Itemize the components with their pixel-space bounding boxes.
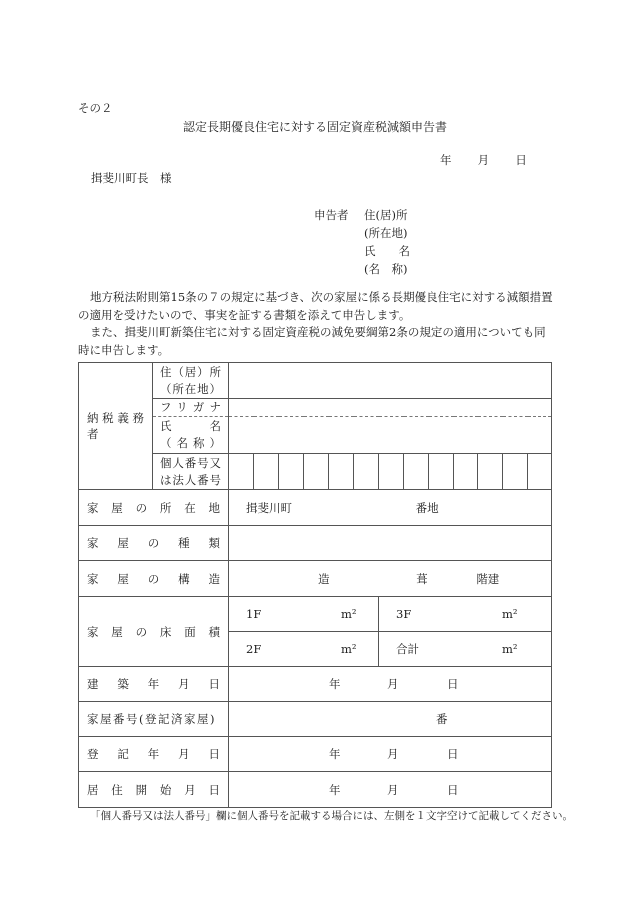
number-cell[interactable] (478, 454, 503, 490)
intro-paragraph-2: また、揖斐川町新築住宅に対する固定資産税の減免要綱第2条の規定の適用についても同時に申告します。 (78, 325, 546, 357)
intro-paragraph-1: 地方税法附則第15条の７の規定に基づき、次の家屋に係る長期優良住宅に対する減額措置の適用を受けたいので、事実を証する書類を添えて申告します。 (78, 290, 553, 322)
section-label: その２ (78, 101, 113, 115)
house-number-label: 家屋番号(登記済家屋) (79, 702, 229, 737)
addressee: 揖斐川町長 様 (91, 171, 172, 185)
taxpayer-number-label: 個人番号又 は法人番号 (153, 454, 229, 490)
location-suffix: 番地 (415, 500, 439, 515)
built-date-label: 建築年月日 (79, 667, 229, 702)
registered-date-field[interactable]: 年 月 日 (229, 737, 552, 772)
floor-2f-field[interactable]: 2F m² (229, 632, 379, 667)
number-cell[interactable] (528, 454, 552, 490)
applicant-label: 申告者 (314, 208, 349, 222)
date-year: 年 (440, 153, 452, 167)
date-day: 日 (515, 153, 527, 167)
residence-date-label: 居住開始月日 (79, 772, 229, 808)
floor-area-label: 家屋の床面積 (79, 597, 229, 667)
floor-1f-field[interactable]: 1F m² (229, 597, 379, 632)
floor-3f-field[interactable]: 3F m² (379, 597, 552, 632)
house-number-field[interactable]: 番 (229, 702, 552, 737)
type-field[interactable] (229, 526, 552, 561)
structure-part1: 造 (318, 571, 330, 586)
unit: m² (502, 607, 518, 621)
number-cell[interactable] (254, 454, 279, 490)
number-cell[interactable] (304, 454, 329, 490)
unit: m² (341, 642, 357, 656)
date-line (440, 152, 527, 168)
applicant-block (314, 206, 410, 278)
number-cell[interactable] (229, 454, 254, 490)
applicant-address-alt-label: (所在地) (364, 226, 408, 240)
structure-part2: 葺 (416, 571, 428, 586)
number-cell[interactable] (329, 454, 354, 490)
registered-date-label: 登記年月日 (79, 737, 229, 772)
built-date-field[interactable]: 年 月 日 (229, 667, 552, 702)
location-label: 家屋の所在地 (79, 490, 229, 526)
number-cell[interactable] (354, 454, 379, 490)
taxpayer-furigana-label: フリガナ (153, 399, 229, 417)
taxpayer-address-label: 住（居）所 （所在地） (153, 363, 229, 399)
number-cell[interactable] (279, 454, 304, 490)
footnote: 「個人番号又は法人番号」欄に個人番号を記載する場合には、左側を１文字空けて記載してください。 (90, 810, 573, 822)
applicant-address-label: 住(居)所 (364, 208, 408, 222)
taxpayer-label: 納税義務者 (79, 363, 153, 490)
number-cell[interactable] (429, 454, 454, 490)
unit: m² (341, 607, 357, 621)
residence-date-field[interactable]: 年 月 日 (229, 772, 552, 808)
structure-label: 家屋の構造 (79, 561, 229, 597)
taxpayer-address-field[interactable] (229, 363, 552, 399)
location-field[interactable] (229, 490, 552, 526)
date-month: 月 (477, 153, 490, 167)
structure-part3: 階建 (476, 571, 500, 586)
taxpayer-furigana-field[interactable] (229, 399, 552, 417)
floor-total-field[interactable]: 合計 m² (379, 632, 552, 667)
number-cell[interactable] (503, 454, 528, 490)
number-cell[interactable] (454, 454, 478, 490)
number-cell[interactable] (404, 454, 429, 490)
document-title: 認定長期優良住宅に対する固定資産税減額申告書 (182, 120, 447, 134)
taxpayer-name-field[interactable] (229, 417, 552, 454)
unit: m² (502, 642, 518, 656)
applicant-name-alt-label: (名 称) (364, 262, 408, 276)
application-form-table (78, 362, 552, 808)
type-label: 家屋の種類 (79, 526, 229, 561)
number-cell[interactable] (379, 454, 404, 490)
taxpayer-name-label: 氏 名 （名称） (153, 417, 229, 454)
structure-field[interactable] (229, 561, 552, 597)
applicant-name-label: 氏 名 (364, 244, 410, 258)
location-town: 揖斐川町 (246, 500, 292, 515)
